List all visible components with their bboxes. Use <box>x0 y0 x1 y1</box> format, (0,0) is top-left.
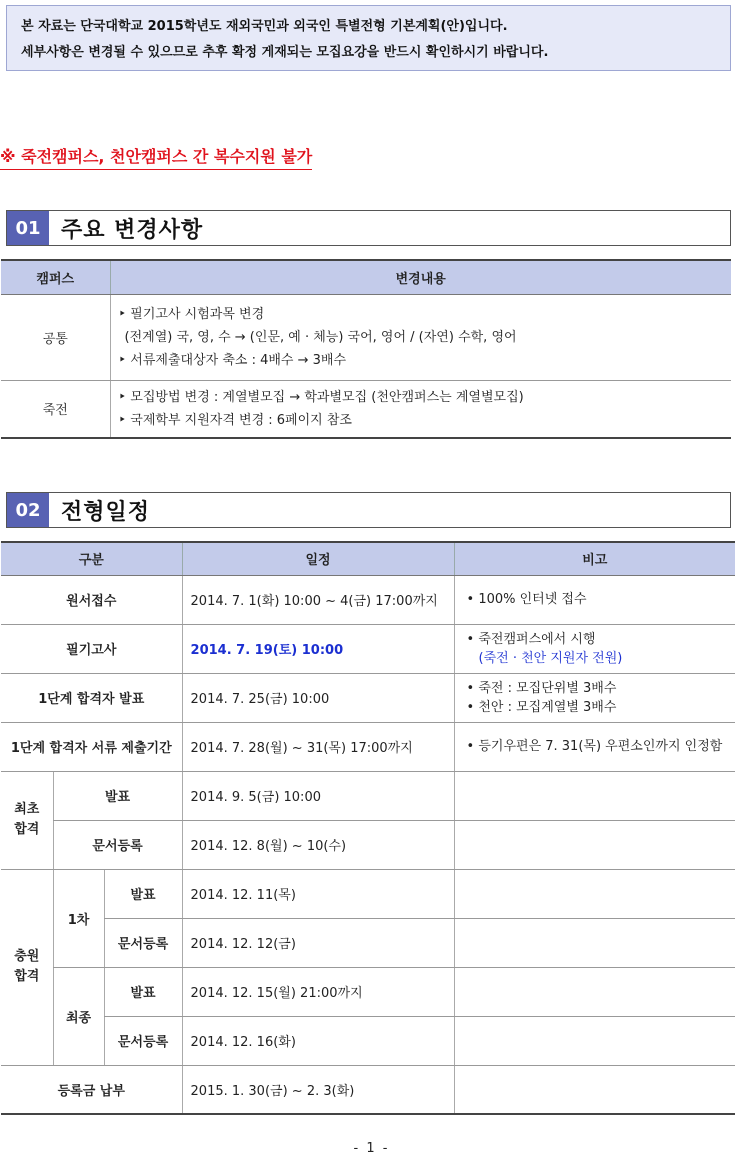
note-line: • 죽전 : 모집단위별 3배수 <box>466 680 617 696</box>
header-note: 비고 <box>454 542 735 575</box>
section-title: 주요 변경사항 <box>61 217 204 243</box>
note-cell <box>454 820 735 869</box>
note-line: • 죽전캠퍼스에서 시행 <box>466 631 596 647</box>
campus-cell: 공통 <box>1 294 110 380</box>
page-number: - 1 - <box>353 1141 390 1156</box>
schedule-cell: 2014. 12. 11(목) <box>182 869 454 918</box>
changes-table <box>1 259 731 439</box>
row-label: 필기고사 <box>1 624 182 673</box>
group-label-extra <box>1 869 53 1065</box>
section-header-changes <box>6 210 731 246</box>
note-cell <box>454 918 735 967</box>
schedule-cell: 2014. 12. 16(화) <box>182 1016 454 1065</box>
change-line: (전계열) 국, 영, 수 → (인문, 예 · 체능) 국어, 영어 / (자연) 수학, 영어 <box>124 329 517 345</box>
table-row <box>1 294 731 380</box>
row-label: 1단계 합격자 서류 제출기간 <box>1 722 182 771</box>
row-label: 문서등록 <box>53 820 182 869</box>
change-line: ‣ 국제학부 지원자격 변경 : 6페이지 참조 <box>118 412 352 428</box>
schedule-cell: 2014. 7. 1(화) 10:00 ~ 4(금) 17:00까지 <box>182 575 454 624</box>
header-campus: 캠퍼스 <box>1 260 110 294</box>
table-row <box>1 1016 735 1065</box>
schedule-table <box>1 541 735 1115</box>
note-line: • 천안 : 모집계열별 3배수 <box>466 699 617 715</box>
sub-group-label: 1차 <box>53 869 104 967</box>
row-label: 발표 <box>53 771 182 820</box>
row-label: 문서등록 <box>104 918 182 967</box>
schedule-cell: 2014. 12. 15(월) 21:00까지 <box>182 967 454 1016</box>
changes-cell <box>110 294 731 380</box>
row-label: 발표 <box>104 869 182 918</box>
notice-box <box>6 5 731 71</box>
group-label-line: 충원 <box>14 949 40 964</box>
schedule-cell: 2015. 1. 30(금) ~ 2. 3(화) <box>182 1065 454 1114</box>
schedule-cell: 2014. 9. 5(금) 10:00 <box>182 771 454 820</box>
section-header-schedule <box>6 492 731 528</box>
note-cell <box>454 624 735 673</box>
table-row <box>1 869 735 918</box>
note-cell <box>454 771 735 820</box>
header-category: 구분 <box>1 542 182 575</box>
warning-text: ※ 죽전캠퍼스, 천안캠퍼스 간 복수지원 불가 <box>0 146 312 170</box>
change-line: ‣ 서류제출대상자 축소 : 4배수 → 3배수 <box>118 352 347 368</box>
group-label-line: 최초 <box>14 802 40 817</box>
schedule-cell: 2014. 12. 8(월) ~ 10(수) <box>182 820 454 869</box>
table-row <box>1 722 735 771</box>
table-row <box>1 820 735 869</box>
schedule-cell: 2014. 12. 12(금) <box>182 918 454 967</box>
row-label: 등록금 납부 <box>1 1065 182 1114</box>
table-row <box>1 673 735 722</box>
row-label: 원서접수 <box>1 575 182 624</box>
note-cell <box>454 967 735 1016</box>
table-row <box>1 771 735 820</box>
sub-group-label: 최종 <box>53 967 104 1065</box>
schedule-cell: 2014. 7. 28(월) ~ 31(목) 17:00까지 <box>182 722 454 771</box>
header-changes: 변경내용 <box>110 260 731 294</box>
table-header-row <box>1 260 731 294</box>
section-title: 전형일정 <box>61 499 151 525</box>
change-line: ‣ 모집방법 변경 : 계열별모집 → 학과별모집 (천안캠퍼스는 계열별모집) <box>118 389 524 405</box>
schedule-cell: 2014. 7. 19(토) 10:00 <box>182 624 454 673</box>
section-number: 01 <box>7 211 49 245</box>
note-cell <box>454 1016 735 1065</box>
group-label-line: 합격 <box>14 969 40 984</box>
schedule-cell: 2014. 7. 25(금) 10:00 <box>182 673 454 722</box>
changes-cell <box>110 380 731 438</box>
table-row <box>1 624 735 673</box>
header-schedule: 일정 <box>182 542 454 575</box>
note-cell <box>454 869 735 918</box>
table-row <box>1 380 731 438</box>
group-label-line: 합격 <box>14 822 40 837</box>
note-cell: • 100% 인터넷 접수 <box>454 575 735 624</box>
campus-cell: 죽전 <box>1 380 110 438</box>
note-cell <box>454 673 735 722</box>
group-label-final <box>1 771 53 869</box>
row-label: 발표 <box>104 967 182 1016</box>
table-row <box>1 918 735 967</box>
note-line-highlight: (죽전 · 천안 지원자 전원) <box>478 650 623 666</box>
row-label: 1단계 합격자 발표 <box>1 673 182 722</box>
table-row <box>1 575 735 624</box>
change-line: ‣ 필기고사 시험과목 변경 <box>118 306 265 322</box>
notice-line-1: 본 자료는 단국대학교 2015학년도 재외국민과 외국인 특별전형 기본계획(안)입니다. <box>21 19 508 34</box>
notice-line-2: 세부사항은 변경될 수 있으므로 추후 확정 게재되는 모집요강을 반드시 확인하시기 바랍니다. <box>21 45 549 60</box>
note-cell: • 등기우편은 7. 31(목) 우편소인까지 인정함 <box>454 722 735 771</box>
table-header-row <box>1 542 735 575</box>
note-cell <box>454 1065 735 1114</box>
table-row <box>1 1065 735 1114</box>
table-row <box>1 967 735 1016</box>
row-label: 문서등록 <box>104 1016 182 1065</box>
section-number: 02 <box>7 493 49 527</box>
